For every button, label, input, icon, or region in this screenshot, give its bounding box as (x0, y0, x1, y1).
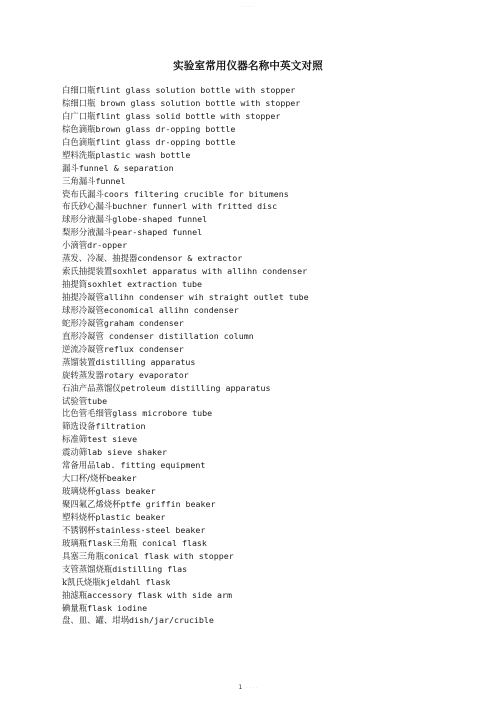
glossary-entry (62, 123, 482, 136)
entry-english-term: reflux condenser (103, 343, 184, 354)
entry-english-term: stainless-steel beaker (95, 524, 206, 535)
glossary-entry (62, 524, 482, 537)
entry-chinese-term: 震动筛 (62, 447, 88, 458)
glossary-entry (62, 110, 482, 123)
glossary-entry (62, 485, 482, 498)
glossary-entry (62, 356, 482, 369)
entry-english-term: plastic beaker (95, 511, 166, 522)
glossary-entry (62, 239, 482, 252)
glossary-entry (62, 84, 482, 97)
entry-chinese-term: 白色滴瓶 (62, 136, 96, 147)
entry-english-term: flask iodine (87, 602, 148, 613)
glossary-entry (62, 200, 482, 213)
entry-chinese-term: 玻璃瓶 (62, 537, 88, 548)
entry-chinese-term: 支管蒸馏烧瓶 (62, 563, 113, 574)
entry-chinese-term: 蛇形冷凝管 (62, 317, 104, 328)
entry-english-term: coors filtering crucible for bitumens (103, 188, 289, 199)
entry-english-term: soxhlet extraction tube (87, 279, 203, 290)
glossary-entry (62, 97, 482, 110)
glossary-list (62, 84, 482, 627)
glossary-entry (62, 537, 482, 550)
glossary-entry (62, 188, 482, 201)
glossary-entry (62, 175, 482, 188)
entry-english-term: beaker (106, 473, 137, 484)
entry-english-term: distilling apparatus (95, 356, 196, 367)
entry-chinese-term: 直形冷凝管 (62, 330, 104, 341)
entry-chinese-term: 常备用品 (62, 460, 96, 471)
entry-english-term: allihn condenser wih straight outlet tube (103, 292, 309, 302)
entry-chinese-term: 抽滤瓶 (62, 589, 88, 600)
entry-chinese-term: 标准筛 (62, 434, 88, 445)
page-title: 实验室常用仪器名称中英文对照 (173, 60, 323, 72)
glossary-entry (62, 382, 482, 395)
footer-watermark: · · · · (246, 685, 258, 691)
entry-chinese-term: 球形分液漏斗 (62, 214, 113, 225)
glossary-entry (62, 576, 482, 589)
entry-english-term: tube (87, 395, 108, 406)
page-footer (0, 684, 496, 691)
entry-english-term: lab. fitting equipment (95, 460, 206, 471)
glossary-entry (62, 149, 482, 162)
entry-chinese-term: 球形冷凝管 (62, 304, 104, 315)
entry-english-term: globe-shaped funnel (112, 214, 208, 225)
glossary-entry (62, 395, 482, 408)
entry-chinese-term: k凯氏烧瓶 (62, 576, 101, 587)
glossary-entry (62, 446, 482, 459)
entry-chinese-term: 比色管毛细管 (62, 408, 113, 419)
glossary-entry (62, 136, 482, 149)
entry-english-term: accessory flask with side arm (87, 589, 232, 600)
entry-english-term: dr-opper (87, 240, 128, 251)
entry-english-term: flint glass solid bottle with stopper (95, 110, 281, 121)
entry-chinese-term: 小滴管 (62, 240, 88, 251)
entry-english-term: dish/jar/crucible (129, 615, 214, 626)
glossary-entry (62, 420, 482, 433)
entry-english-term: test sieve (87, 434, 138, 445)
entry-english-term: condensor & extractor (137, 253, 243, 264)
entry-chinese-term: 不锈钢杯 (62, 524, 96, 535)
glossary-entry (62, 252, 482, 265)
entry-english-term: economical allihn condenser (103, 304, 239, 315)
entry-chinese-term: 布氏砂心漏斗 (62, 201, 113, 212)
entry-chinese-term: 索氏抽提装置 (62, 266, 113, 277)
entry-chinese-term: 漏斗 (62, 162, 79, 173)
entry-english-term: funnel & separation (78, 162, 174, 173)
glossary-entry (62, 614, 482, 627)
glossary-entry (62, 291, 482, 304)
entry-english-term: rotary evaporator (103, 369, 189, 380)
page-number: 1 (238, 684, 243, 691)
entry-english-term: funnel (95, 175, 126, 186)
glossary-entry (62, 330, 482, 343)
entry-chinese-term: 塑料烧杯 (62, 511, 96, 522)
glossary-entry (62, 511, 482, 524)
entry-chinese-term: 棕细口瓶 (62, 97, 96, 108)
glossary-entry (62, 589, 482, 602)
entry-chinese-term: 白细口瓶 (62, 85, 96, 95)
glossary-entry (62, 472, 482, 485)
entry-chinese-term: 抽提筒 (62, 279, 88, 290)
entry-english-term: brown glass dr-opping bottle (95, 123, 236, 134)
glossary-entry (62, 317, 482, 330)
entry-chinese-term: 玻璃烧杯 (62, 486, 96, 497)
glossary-entry (62, 343, 482, 356)
entry-chinese-term: 旋转蒸发器 (62, 369, 104, 380)
glossary-entry (62, 278, 482, 291)
entry-english-term: buchner funnerl with fritted disc (112, 201, 278, 212)
glossary-entry (62, 304, 482, 317)
glossary-entry (62, 498, 482, 511)
glossary-entry (62, 433, 482, 446)
entry-chinese-term: 石油产品蒸馏仪 (62, 382, 121, 393)
entry-chinese-term: 试验管 (62, 395, 88, 406)
entry-english-term: soxhlet apparatus with allihn condenser (112, 266, 308, 277)
entry-english-term: glass beaker (95, 486, 156, 497)
entry-english-term: plastic wash bottle (95, 149, 191, 160)
glossary-entry (62, 550, 482, 563)
entry-english-term: graham condenser (103, 317, 184, 328)
glossary-entry (62, 213, 482, 226)
entry-chinese-term: 碘量瓶 (62, 602, 88, 613)
entry-english-term: lab sieve shaker (87, 447, 168, 458)
entry-chinese-term: 白广口瓶 (62, 110, 96, 121)
entry-english-term: distilling flas (112, 563, 188, 574)
entry-english-term: flask三角瓶 conical flask (87, 537, 207, 548)
glossary-entry (62, 162, 482, 175)
entry-chinese-term: 筛选设备 (62, 421, 96, 432)
entry-chinese-term: 聚四氟乙烯烧杯 (62, 499, 121, 509)
entry-english-term: conical flask with stopper (103, 550, 234, 561)
entry-chinese-term: 三角漏斗 (62, 175, 96, 186)
entry-chinese-term: 抽提冷凝管 (62, 292, 104, 302)
entry-chinese-term: 瓷布氏漏斗 (62, 188, 104, 199)
entry-english-term: filtration (95, 421, 146, 432)
glossary-entry (62, 226, 482, 239)
entry-english-term: brown glass solution bottle with stopper (95, 97, 301, 108)
entry-chinese-term: 蒸馏装置 (62, 356, 96, 367)
glossary-entry (62, 602, 482, 615)
entry-chinese-term: 具塞三角瓶 (62, 550, 104, 561)
glossary-entry (62, 459, 482, 472)
glossary-entry (62, 265, 482, 278)
entry-english-term: flint glass solution bottle with stopper (95, 85, 296, 95)
entry-chinese-term: 塑料洗瓶 (62, 149, 96, 160)
entry-english-term: condenser distillation column (103, 330, 254, 341)
header-watermark: · · · · (242, 4, 254, 10)
entry-chinese-term: 棕色滴瓶 (62, 123, 96, 134)
entry-chinese-term: 梨形分液漏斗 (62, 227, 113, 238)
entry-chinese-term: 大口杯/烧杯 (62, 473, 107, 484)
entry-english-term: glass microbore tube (112, 408, 213, 419)
glossary-entry (62, 563, 482, 576)
entry-english-term: kjeldahl flask (100, 576, 171, 587)
glossary-entry (62, 407, 482, 420)
entry-chinese-term: 逆流冷凝管 (62, 343, 104, 354)
glossary-entry (62, 369, 482, 382)
entry-chinese-term: 盘、皿、罐、坩埚 (62, 615, 129, 626)
entry-english-term: flint glass dr-opping bottle (95, 136, 236, 147)
entry-english-term: petroleum distilling apparatus (120, 382, 271, 393)
entry-english-term: pear-shaped funnel (112, 227, 203, 238)
entry-chinese-term: 蒸发、冷凝、抽提器 (62, 253, 138, 264)
entry-english-term: ptfe griffin beaker (120, 499, 216, 509)
